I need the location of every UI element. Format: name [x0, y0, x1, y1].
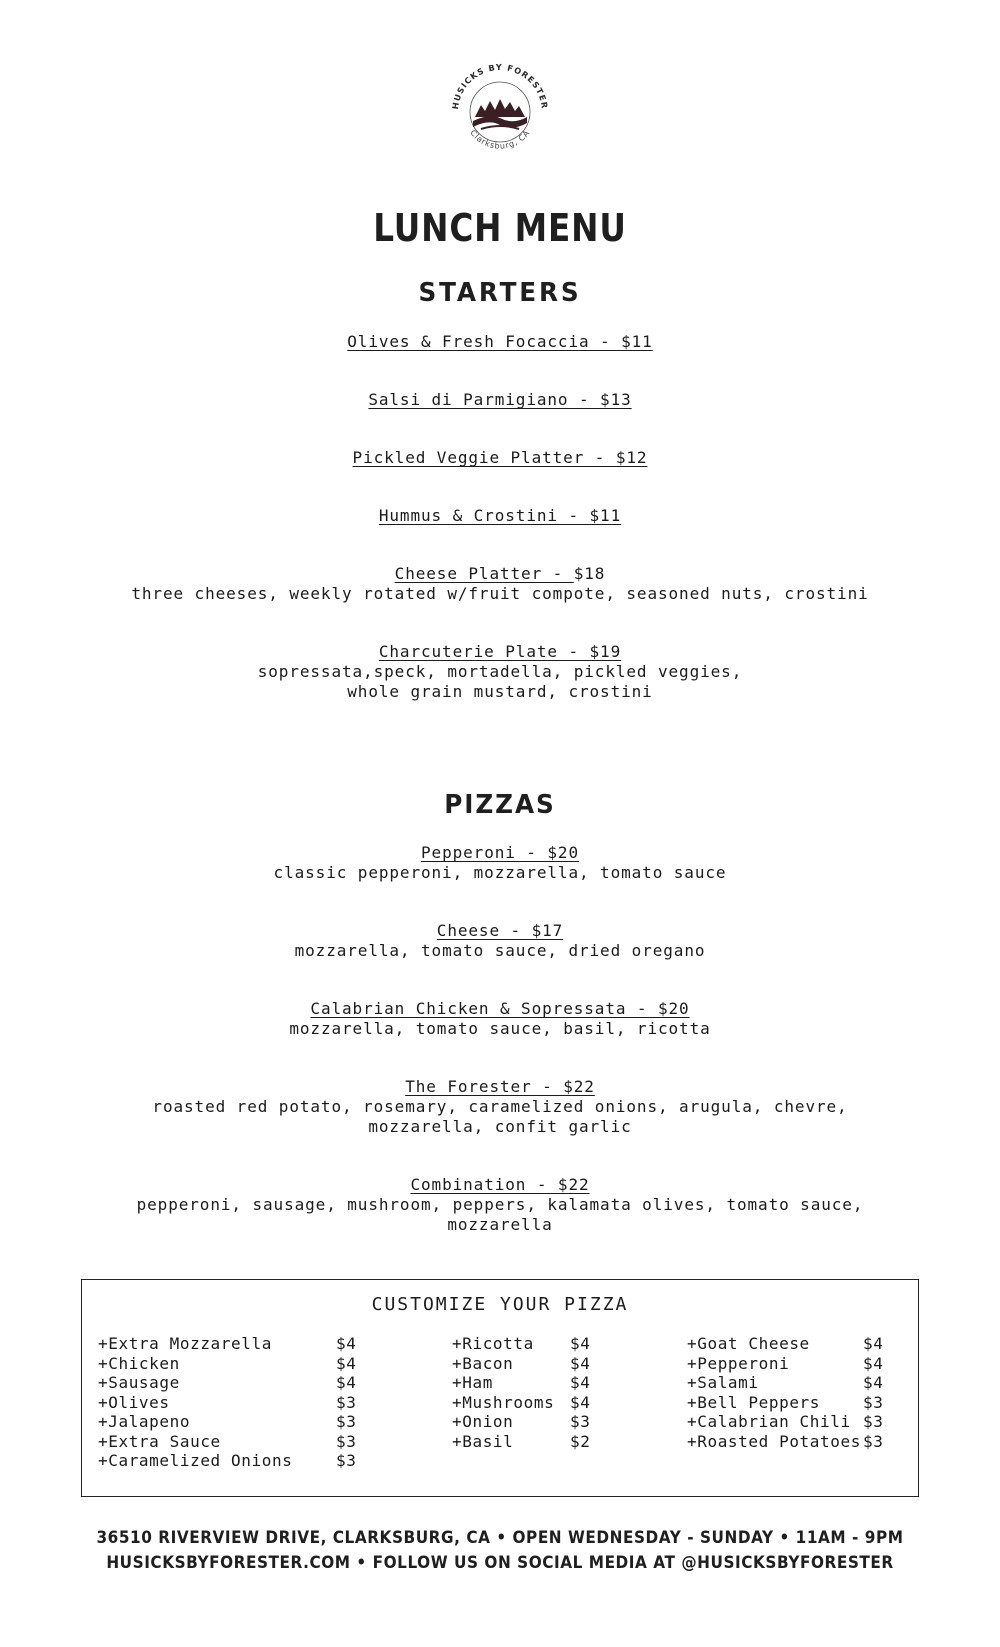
item-description: pepperoni, sausage, mushroom, peppers, kalamata olives, tomato sauce, — [136, 1195, 864, 1214]
topping-row — [98, 1451, 358, 1471]
item-description: classic pepperoni, mozzarella, tomato sauce — [273, 863, 727, 882]
topping-name: +Onion — [452, 1412, 514, 1431]
starters-heading: STARTERS — [418, 278, 582, 308]
topping-row — [687, 1334, 897, 1354]
item-description: mozzarella — [447, 1215, 553, 1234]
topping-name: +Bacon — [452, 1353, 514, 1373]
toppings-column-1 — [98, 1334, 358, 1471]
topping-price: $4 — [570, 1353, 591, 1373]
topping-row — [98, 1334, 358, 1354]
item-description: mozzarella, tomato sauce, basil, ricotta — [289, 1019, 711, 1038]
item-description: whole grain mustard, crostini — [347, 682, 653, 701]
topping-price: $4 — [863, 1373, 884, 1392]
item-description: sopressata,speck, mortadella, pickled veggies, — [257, 662, 743, 681]
topping-name: +Goat Cheese — [687, 1334, 810, 1353]
topping-name: +Ricotta — [452, 1334, 534, 1353]
topping-name: +Ham — [452, 1373, 493, 1392]
topping-price: $3 — [863, 1392, 884, 1412]
topping-row — [98, 1432, 358, 1452]
item-title: Charcuterie Plate - $19 — [378, 642, 622, 661]
pizza-item — [0, 1175, 1000, 1235]
pizza-item — [0, 921, 1000, 961]
topping-price: $4 — [336, 1334, 357, 1353]
river-landscape-icon — [473, 99, 527, 129]
topping-price: $3 — [336, 1451, 357, 1470]
topping-row — [98, 1354, 358, 1374]
starter-item — [0, 506, 1000, 526]
item-title: Cheese - $17 — [436, 921, 564, 940]
item-title: The Forester - $22 — [405, 1077, 595, 1096]
topping-row — [452, 1432, 612, 1452]
topping-row — [687, 1412, 897, 1432]
item-title: Pepperoni - $20 — [421, 843, 579, 862]
topping-price: $4 — [570, 1373, 591, 1392]
item-title: Combination - $22 — [410, 1175, 590, 1194]
starter-item — [0, 448, 1000, 468]
item-description: roasted red potato, rosemary, caramelized onions, arugula, chevre, — [152, 1097, 848, 1116]
topping-row — [98, 1373, 358, 1393]
menu-title: LUNCH MENU — [373, 206, 627, 250]
starter-item — [0, 332, 1000, 352]
topping-name: +Pepperoni — [687, 1353, 790, 1373]
topping-row — [452, 1334, 612, 1354]
footer-website-social: HUSICKSBYFORESTER.COM • FOLLOW US ON SOCIAL MEDIA AT @HUSICKSBYFORESTER — [106, 1553, 894, 1573]
topping-price: $3 — [863, 1412, 884, 1431]
topping-price: $3 — [570, 1412, 591, 1431]
topping-name: +Extra Mozzarella — [98, 1334, 272, 1353]
topping-row — [452, 1354, 612, 1374]
topping-price: $3 — [336, 1412, 357, 1431]
topping-row — [98, 1412, 358, 1432]
svg-text:Clarksburg, CA — [468, 128, 531, 150]
topping-price: $4 — [336, 1353, 357, 1373]
topping-row — [687, 1373, 897, 1393]
topping-name: +Caramelized Onions — [98, 1451, 293, 1470]
item-title: Calabrian Chicken & Sopressata - $20 — [310, 999, 690, 1018]
topping-price: $4 — [336, 1373, 357, 1392]
topping-row — [687, 1393, 897, 1413]
pizza-item — [0, 999, 1000, 1039]
topping-row — [687, 1354, 897, 1374]
item-price: $18 — [573, 564, 606, 583]
item-title: Olives & Fresh Focaccia - $11 — [347, 332, 653, 351]
topping-price: $4 — [863, 1334, 884, 1353]
item-description: three cheeses, weekly rotated w/fruit compote, seasoned nuts, crostini — [131, 584, 869, 603]
item-title: Cheese Platter - — [394, 564, 574, 583]
pizzas-heading: PIZZAS — [444, 790, 556, 820]
topping-name: +Salami — [687, 1373, 759, 1392]
topping-price: $4 — [863, 1353, 884, 1373]
topping-name: +Mushrooms — [452, 1392, 555, 1412]
topping-row — [452, 1393, 612, 1413]
topping-row — [687, 1432, 897, 1452]
topping-price: $4 — [570, 1392, 591, 1412]
topping-name: +Chicken — [98, 1353, 180, 1373]
starter-item — [0, 390, 1000, 410]
starter-item — [0, 564, 1000, 604]
topping-price: $3 — [336, 1392, 357, 1412]
topping-price: $4 — [570, 1334, 591, 1353]
logo-location: Clarksburg, CA — [468, 128, 532, 151]
topping-name: +Roasted Potatoes — [687, 1431, 861, 1451]
pizza-item — [0, 1077, 1000, 1137]
customize-box — [81, 1279, 919, 1497]
topping-name: +Olives — [98, 1392, 170, 1412]
topping-price: $3 — [336, 1431, 357, 1451]
topping-name: +Calabrian Chili — [687, 1412, 851, 1431]
item-description: mozzarella, tomato sauce, dried oregano — [294, 941, 706, 960]
topping-name: +Sausage — [98, 1373, 180, 1392]
starter-item — [0, 642, 1000, 702]
item-title: Hummus & Crostini - $11 — [378, 506, 622, 525]
footer-address-hours: 36510 RIVERVIEW DRIVE, CLARKSBURG, CA • OPEN WEDNESDAY - SUNDAY • 11AM - 9PM — [96, 1528, 904, 1548]
customize-title: CUSTOMIZE YOUR PIZZA — [371, 1294, 629, 1315]
item-title: Salsi di Parmigiano - $13 — [368, 390, 632, 409]
topping-row — [452, 1373, 612, 1393]
logo-name: HUSICKS BY FORESTER — [449, 61, 551, 110]
item-description: mozzarella, confit garlic — [368, 1117, 632, 1136]
topping-price: $2 — [570, 1431, 591, 1451]
toppings-column-3 — [687, 1334, 897, 1451]
topping-row — [98, 1393, 358, 1413]
logo — [445, 55, 555, 165]
item-title: Pickled Veggie Platter - $12 — [352, 448, 648, 467]
topping-price: $3 — [863, 1431, 884, 1451]
pizza-item — [0, 843, 1000, 883]
topping-row — [452, 1412, 612, 1432]
topping-name: +Basil — [452, 1431, 514, 1451]
topping-name: +Bell Peppers — [687, 1392, 821, 1412]
topping-name: +Jalapeno — [98, 1412, 191, 1431]
topping-name: +Extra Sauce — [98, 1431, 221, 1451]
toppings-column-2 — [452, 1334, 612, 1451]
